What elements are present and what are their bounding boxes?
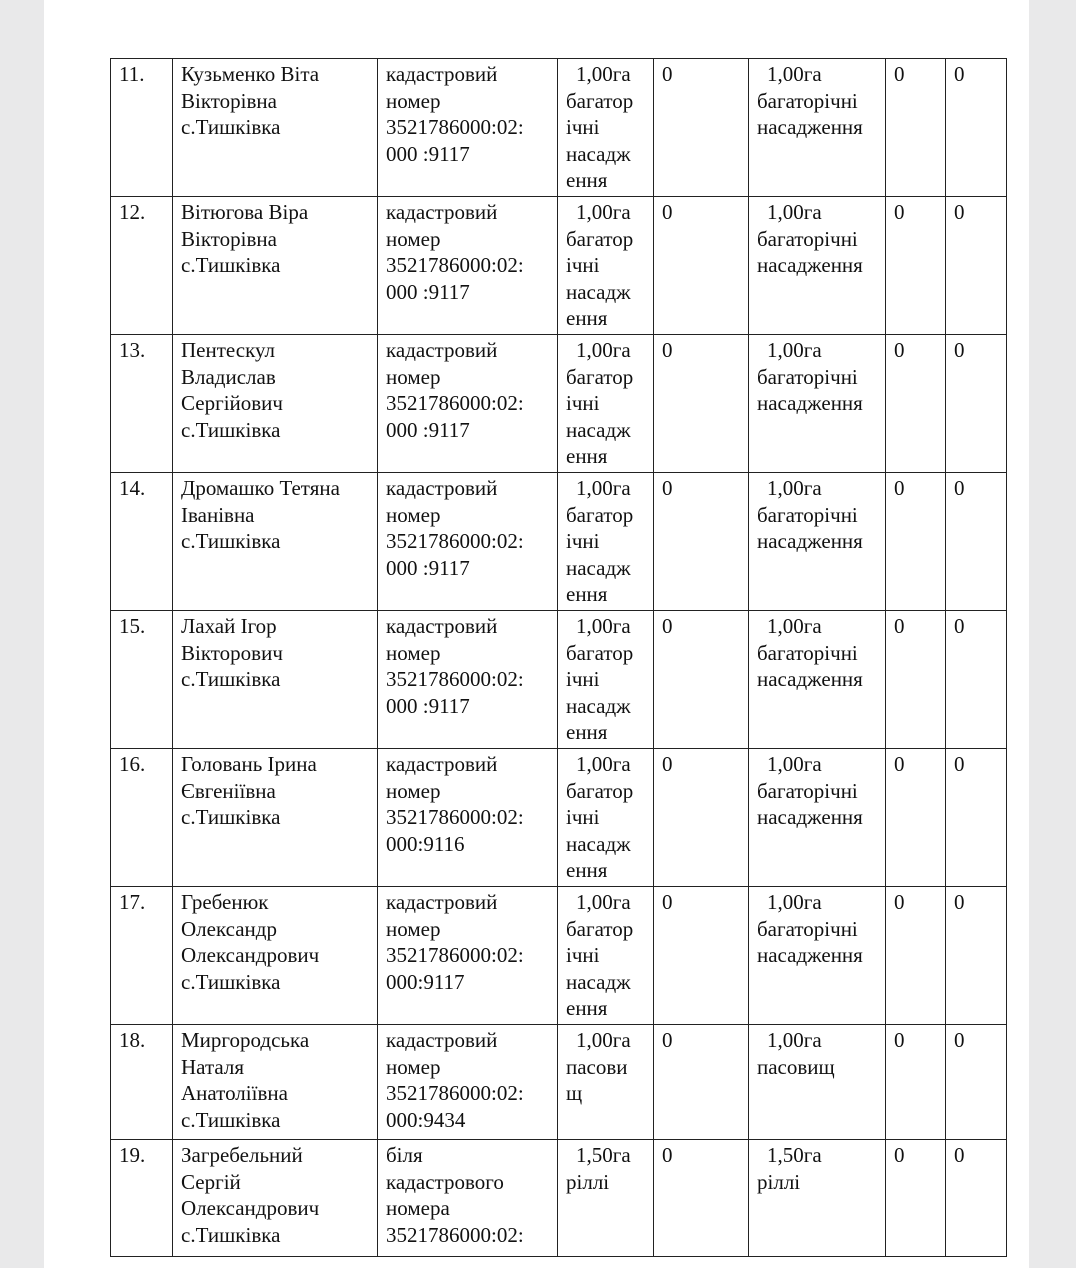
cadastral-cell-line: кадастровий [386,890,498,914]
zero-cell-line: 0 [954,1028,965,1052]
result-cell [749,473,886,611]
owner-name-cell-line: с.Тишківка [181,417,281,442]
result-cell-line: насадження [757,943,863,967]
result-cell-line: насадження [757,805,863,829]
cadastral-cell-line: номер [386,640,441,665]
owner-name-cell-line: с.Тишківка [181,969,281,994]
row-number-cell [111,749,173,887]
cadastral-cell-line: 000:9434 [386,1107,466,1132]
owner-name-cell-line: Миргородська [181,1028,310,1052]
result-cell-line: пасовищ [757,1054,835,1079]
cadastral-cell-line: кадастровий [386,1028,498,1052]
area-cell-line: насадж [566,279,631,304]
zero-cell-line: 0 [954,1143,965,1167]
zero-cell [886,1140,946,1257]
zero-cell [654,611,749,749]
area-cell-line: багатор [566,916,634,941]
table-row [111,611,1007,749]
row-number-cell-line: 11. [119,62,145,86]
row-number-cell [111,473,173,611]
row-number-cell [111,197,173,335]
area-cell-line: ення [566,996,608,1020]
result-cell [749,59,886,197]
zero-cell-line: 0 [954,476,965,500]
owner-name-cell-line: с.Тишківка [181,529,281,553]
land-allocation-table [110,58,1007,1257]
cadastral-cell [378,59,558,197]
row-number-cell [111,887,173,1025]
zero-cell-line: 0 [662,752,673,776]
owner-name-cell-line: Головань Ірина [181,752,317,776]
owner-name-cell-line: Олександр [181,916,277,941]
cadastral-cell-line: номер [386,364,441,389]
result-cell-line: 1,00га [767,200,822,224]
table-row [111,749,1007,887]
owner-name-cell-line: Владислав [181,364,276,389]
cadastral-cell [378,749,558,887]
table-row [111,1140,1007,1257]
owner-name-cell-line: Олександрович [181,943,320,967]
area-cell-line: ення [566,306,608,330]
cadastral-cell-line: 3521786000:02: [386,115,524,139]
owner-name-cell [173,611,378,749]
owner-name-cell-line: Вікторівна [181,226,277,251]
result-cell-line: ріллі [757,1169,801,1194]
area-cell-line: ріллі [566,1169,610,1194]
zero-cell [654,335,749,473]
owner-name-cell-line: Вікторівна [181,88,277,113]
owner-name-cell-line: Дромашко Тетяна [181,476,340,500]
owner-name-cell [173,749,378,887]
result-cell-line: 1,00га [767,752,822,776]
zero-cell-line: 0 [954,200,965,224]
cadastral-cell-line: біля [386,1143,423,1167]
owner-name-cell-line: Анатоліївна [181,1081,288,1105]
cadastral-cell-line: 000 :9117 [386,417,470,442]
row-number-cell [111,1025,173,1140]
area-cell-line: 1,00га [576,200,631,224]
area-cell [558,1025,654,1140]
zero-cell [886,887,946,1025]
owner-name-cell [173,335,378,473]
row-number-cell-line: 16. [119,752,146,776]
owner-name-cell-line: с.Тишківка [181,1107,281,1132]
owner-name-cell-line: Сергійович [181,391,283,415]
area-cell-line: ення [566,858,608,882]
table-row [111,1025,1007,1140]
area-cell-line: 1,00га [576,476,631,500]
result-cell [749,611,886,749]
cadastral-cell-line: 3521786000:02: [386,805,524,829]
cadastral-cell-line: кадастровий [386,752,498,776]
owner-name-cell-line: Кузьменко Віта [181,62,320,86]
area-cell-line: ічні [566,529,600,553]
result-cell [749,1025,886,1140]
area-cell [558,887,654,1025]
cadastral-cell-line: 3521786000:02: [386,391,524,415]
result-cell-line: багаторічні [757,916,858,941]
result-cell-line: насадження [757,667,863,691]
cadastral-cell-line: 000 :9117 [386,555,470,580]
row-number-cell-line: 15. [119,614,146,638]
area-cell-line: насадж [566,693,631,718]
zero-cell [946,1140,1007,1257]
area-cell-line: ічні [566,253,600,277]
row-number-cell [111,1140,173,1257]
area-cell-line: ення [566,168,608,192]
zero-cell [886,473,946,611]
area-cell-line: насадж [566,141,631,166]
owner-name-cell-line: с.Тишківка [181,115,281,139]
cadastral-cell-line: 000 :9117 [386,279,470,304]
owner-name-cell-line: Олександрович [181,1196,320,1220]
cadastral-cell-line: номера [386,1196,450,1220]
zero-cell [946,59,1007,197]
result-cell-line: багаторічні [757,778,858,803]
area-cell-line: насадж [566,555,631,580]
cadastral-cell-line: номер [386,226,441,251]
row-number-cell-line: 19. [119,1143,146,1167]
zero-cell-line: 0 [894,476,905,500]
zero-cell [654,1140,749,1257]
cadastral-cell [378,1025,558,1140]
zero-cell [886,335,946,473]
area-cell-line: багатор [566,502,634,527]
cadastral-cell [378,335,558,473]
result-cell [749,335,886,473]
cadastral-cell [378,611,558,749]
cadastral-cell-line: 3521786000:02: [386,529,524,553]
area-cell-line: пасови [566,1054,628,1079]
result-cell-line: насадження [757,529,863,553]
zero-cell-line: 0 [894,62,905,86]
cadastral-cell-line: номер [386,88,441,113]
cadastral-cell-line: кадастровий [386,62,498,86]
owner-name-cell-line: с.Тишківка [181,805,281,829]
cadastral-cell [378,1140,558,1257]
zero-cell-line: 0 [662,200,673,224]
zero-cell-line: 0 [662,1143,673,1167]
area-cell-line: багатор [566,364,634,389]
zero-cell-line: 0 [954,62,965,86]
cadastral-cell-line: номер [386,916,441,941]
owner-name-cell-line: Вікторович [181,640,283,665]
owner-name-cell-line: Євгеніївна [181,778,276,803]
owner-name-cell-line: Наталя [181,1054,245,1079]
zero-cell [654,473,749,611]
owner-name-cell [173,59,378,197]
result-cell-line: багаторічні [757,364,858,389]
zero-cell-line: 0 [954,890,965,914]
cadastral-cell-line: 000:9117 [386,969,465,994]
result-cell-line: багаторічні [757,226,858,251]
row-number-cell-line: 17. [119,890,146,914]
cadastral-cell-line: 3521786000:02: [386,253,524,277]
area-cell-line: 1,00га [576,1028,631,1052]
zero-cell-line: 0 [662,62,673,86]
zero-cell-line: 0 [954,752,965,776]
result-cell [749,1140,886,1257]
area-cell [558,749,654,887]
cadastral-cell-line: кадастровий [386,200,498,224]
zero-cell [946,335,1007,473]
owner-name-cell-line: Пентескул [181,338,276,362]
owner-name-cell-line: Гребенюк [181,890,269,914]
zero-cell [946,611,1007,749]
zero-cell-line: 0 [894,1143,905,1167]
zero-cell-line: 0 [894,614,905,638]
area-cell [558,1140,654,1257]
area-cell-line: 1,50га [576,1143,631,1167]
zero-cell [654,59,749,197]
area-cell-line: ічні [566,115,600,139]
area-cell-line: ічні [566,667,600,691]
cadastral-cell-line: номер [386,778,441,803]
zero-cell-line: 0 [894,1028,905,1052]
zero-cell [886,197,946,335]
zero-cell-line: 0 [954,338,965,362]
result-cell-line: насадження [757,391,863,415]
area-cell-line: ення [566,444,608,468]
area-cell-line: ічні [566,805,600,829]
zero-cell [886,1025,946,1140]
result-cell [749,887,886,1025]
cadastral-cell [378,887,558,1025]
cadastral-cell-line: 000:9116 [386,831,465,856]
area-cell-line: ення [566,582,608,606]
area-cell-line: 1,00га [576,752,631,776]
result-cell-line: 1,00га [767,62,822,86]
owner-name-cell-line: Вітюгова Віра [181,200,309,224]
result-cell-line: 1,00га [767,338,822,362]
result-cell-line: насадження [757,115,863,139]
area-cell [558,197,654,335]
zero-cell-line: 0 [662,1028,673,1052]
zero-cell [946,197,1007,335]
result-cell-line: 1,00га [767,614,822,638]
owner-name-cell-line: с.Тишківка [181,253,281,277]
area-cell-line: насадж [566,417,631,442]
cadastral-cell-line: кадастровий [386,476,498,500]
area-cell-line: 1,00га [576,62,631,86]
cadastral-cell-line: 000 :9117 [386,693,470,718]
table-row [111,887,1007,1025]
zero-cell [654,197,749,335]
table-row [111,473,1007,611]
area-cell-line: багатор [566,88,634,113]
area-cell-line: ічні [566,943,600,967]
table-row [111,59,1007,197]
area-cell-line: 1,00га [576,614,631,638]
area-cell-line: насадж [566,969,631,994]
area-cell [558,473,654,611]
zero-cell [946,749,1007,887]
cadastral-cell-line: 3521786000:02: [386,667,524,691]
cadastral-cell-line: номер [386,1054,441,1079]
result-cell-line: багаторічні [757,88,858,113]
zero-cell-line: 0 [662,338,673,362]
row-number-cell-line: 12. [119,200,146,224]
zero-cell [946,1025,1007,1140]
owner-name-cell [173,1025,378,1140]
zero-cell [886,59,946,197]
cadastral-cell-line: 3521786000:02: [386,943,524,967]
owner-name-cell-line: Іванівна [181,502,255,527]
owner-name-cell [173,473,378,611]
owner-name-cell-line: Сергій [181,1169,241,1194]
cadastral-cell-line: кадастровий [386,338,498,362]
zero-cell-line: 0 [662,614,673,638]
zero-cell [946,473,1007,611]
zero-cell-line: 0 [894,200,905,224]
area-cell-line: багатор [566,640,634,665]
owner-name-cell [173,887,378,1025]
result-cell [749,197,886,335]
area-cell-line: насадж [566,831,631,856]
area-cell-line: ення [566,720,608,744]
cadastral-cell [378,197,558,335]
result-cell [749,749,886,887]
owner-name-cell-line: с.Тишківка [181,1222,281,1247]
result-cell-line: 1,50га [767,1143,822,1167]
result-cell-line: насадження [757,253,863,277]
cadastral-cell-line: 3521786000:02: [386,1222,524,1247]
area-cell-line: ічні [566,391,600,415]
cadastral-cell [378,473,558,611]
zero-cell [886,749,946,887]
area-cell-line: багатор [566,778,634,803]
zero-cell-line: 0 [894,890,905,914]
result-cell-line: багаторічні [757,640,858,665]
row-number-cell-line: 14. [119,476,146,500]
result-cell-line: 1,00га [767,1028,822,1052]
cadastral-cell-line: 3521786000:02: [386,1081,524,1105]
area-cell-line: 1,00га [576,890,631,914]
owner-name-cell [173,1140,378,1257]
area-cell [558,59,654,197]
table-row [111,197,1007,335]
zero-cell-line: 0 [894,752,905,776]
cadastral-cell-line: кадастровий [386,614,498,638]
table-row [111,335,1007,473]
area-cell [558,611,654,749]
zero-cell [886,611,946,749]
cadastral-cell-line: кадастрового [386,1169,504,1194]
zero-cell-line: 0 [954,614,965,638]
row-number-cell-line: 13. [119,338,146,362]
row-number-cell-line: 18. [119,1028,146,1052]
zero-cell-line: 0 [662,890,673,914]
zero-cell [946,887,1007,1025]
row-number-cell [111,335,173,473]
zero-cell-line: 0 [894,338,905,362]
cadastral-cell-line: 000 :9117 [386,141,470,166]
owner-name-cell-line: с.Тишківка [181,667,281,691]
result-cell-line: багаторічні [757,502,858,527]
cadastral-cell-line: номер [386,502,441,527]
result-cell-line: 1,00га [767,476,822,500]
area-cell [558,335,654,473]
row-number-cell [111,611,173,749]
owner-name-cell [173,197,378,335]
zero-cell [654,749,749,887]
area-cell-line: 1,00га [576,338,631,362]
row-number-cell [111,59,173,197]
result-cell-line: 1,00га [767,890,822,914]
zero-cell [654,1025,749,1140]
owner-name-cell-line: Загребельний [181,1143,303,1167]
area-cell-line: багатор [566,226,634,251]
owner-name-cell-line: Лахай Ігор [181,614,277,638]
zero-cell [654,887,749,1025]
area-cell-line: щ [566,1081,583,1105]
zero-cell-line: 0 [662,476,673,500]
